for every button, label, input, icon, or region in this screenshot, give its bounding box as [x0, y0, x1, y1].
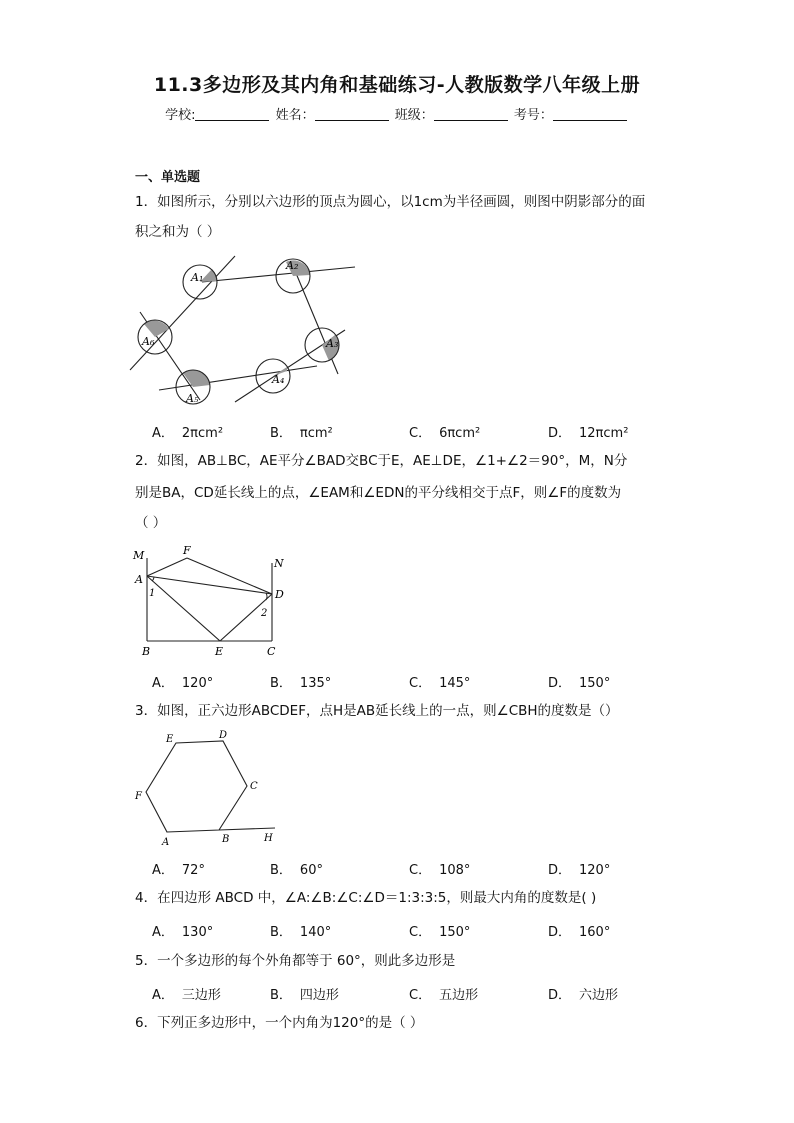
- school-blank[interactable]: [195, 108, 269, 121]
- exam-no-blank[interactable]: [553, 108, 627, 121]
- label-e: E: [166, 734, 174, 745]
- label-a6: A₆: [142, 335, 155, 348]
- label-angle-1: 1: [149, 588, 156, 599]
- quadrilateral-bisector-figure: [130, 543, 300, 661]
- label-d: D: [219, 730, 228, 741]
- label-c: C: [267, 645, 276, 658]
- label-a4: A₄: [272, 373, 285, 386]
- label-d: D: [275, 588, 284, 601]
- option-d[interactable]: D． 120°: [548, 863, 611, 878]
- option-c[interactable]: C． 108°: [409, 863, 471, 878]
- option-d[interactable]: D． 150°: [548, 676, 611, 691]
- exam-no-label: 考号：: [513, 108, 553, 123]
- question-2-line-1: 2．如图，AB⊥BC，AE平分∠BAD交BC于E，AE⊥DE，∠1+∠2＝90°，M，N分: [135, 453, 628, 469]
- option-a[interactable]: A． 120°: [152, 676, 214, 691]
- label-b: B: [222, 834, 230, 845]
- label-b: B: [142, 645, 151, 658]
- option-a[interactable]: A． 72°: [152, 863, 205, 878]
- regular-hexagon-figure: [130, 728, 280, 848]
- label-f: F: [135, 791, 142, 802]
- question-2-line-3: （ ）: [135, 515, 167, 531]
- section-title: 一、单选题: [135, 170, 201, 185]
- class-label: 班级：: [394, 108, 434, 123]
- label-a3: A₃: [326, 337, 339, 350]
- option-b[interactable]: B． 四边形: [270, 988, 339, 1003]
- option-d[interactable]: D． 六边形: [548, 988, 619, 1003]
- option-b[interactable]: B． 135°: [270, 676, 332, 691]
- student-info-line: [0, 104, 794, 123]
- question-6-line-1: 6．下列正多边形中，一个内角为120°的是（ ）: [135, 1015, 424, 1031]
- sector-a5: [183, 370, 210, 387]
- hexagon-circles-figure: [125, 250, 365, 410]
- label-h: H: [264, 833, 273, 844]
- option-a[interactable]: A． 2πcm²: [152, 426, 224, 441]
- label-a5: A₅: [186, 392, 199, 405]
- option-d[interactable]: D． 160°: [548, 925, 611, 940]
- option-c[interactable]: C． 145°: [409, 676, 471, 691]
- label-n: N: [274, 557, 284, 570]
- label-a2: A₂: [286, 259, 299, 272]
- label-a1: A₁: [191, 271, 204, 284]
- option-d[interactable]: D． 12πcm²: [548, 426, 629, 441]
- label-angle-2: 2: [261, 608, 268, 619]
- option-b[interactable]: B． 140°: [270, 925, 332, 940]
- label-e: E: [215, 645, 224, 658]
- label-c: C: [250, 781, 258, 792]
- option-c[interactable]: C． 6πcm²: [409, 426, 481, 441]
- question-4-line-1: 4．在四边形 ABCD 中，∠A:∠B:∠C:∠D＝1:3:3:5，则最大内角的度数是( ): [135, 890, 597, 906]
- label-f: F: [183, 544, 191, 557]
- question-1-line-1: 1．如图所示，分别以六边形的顶点为圆心，以1cm为半径画圆，则图中阴影部分的面: [135, 194, 646, 210]
- label-a: A: [135, 573, 143, 586]
- question-5-line-1: 5．一个多边形的每个外角都等于 60°，则此多边形是: [135, 953, 456, 969]
- label-m: M: [133, 549, 145, 562]
- option-c[interactable]: C． 五边形: [409, 988, 479, 1003]
- school-label: 学校:: [165, 108, 196, 123]
- question-2-line-2: 别是BA，CD延长线上的点，∠EAM和∠EDN的平分线相交于点F，则∠F的度数为: [135, 485, 622, 501]
- label-a: A: [162, 837, 170, 848]
- page-title: 11.3多边形及其内角和基础练习-人教版数学八年级上册: [153, 74, 641, 96]
- option-a[interactable]: A． 130°: [152, 925, 214, 940]
- option-a[interactable]: A． 三边形: [152, 988, 221, 1003]
- option-c[interactable]: C． 150°: [409, 925, 471, 940]
- option-b[interactable]: B． 60°: [270, 863, 323, 878]
- question-3-line-1: 3．如图，正六边形ABCDEF，点H是AB延长线上的一点，则∠CBH的度数是（）: [135, 703, 619, 719]
- question-1-line-2: 积之和为（ ）: [135, 224, 221, 240]
- name-blank[interactable]: [315, 108, 389, 121]
- class-blank[interactable]: [434, 108, 508, 121]
- name-label: 姓名：: [275, 108, 315, 123]
- option-b[interactable]: B． πcm²: [270, 426, 333, 441]
